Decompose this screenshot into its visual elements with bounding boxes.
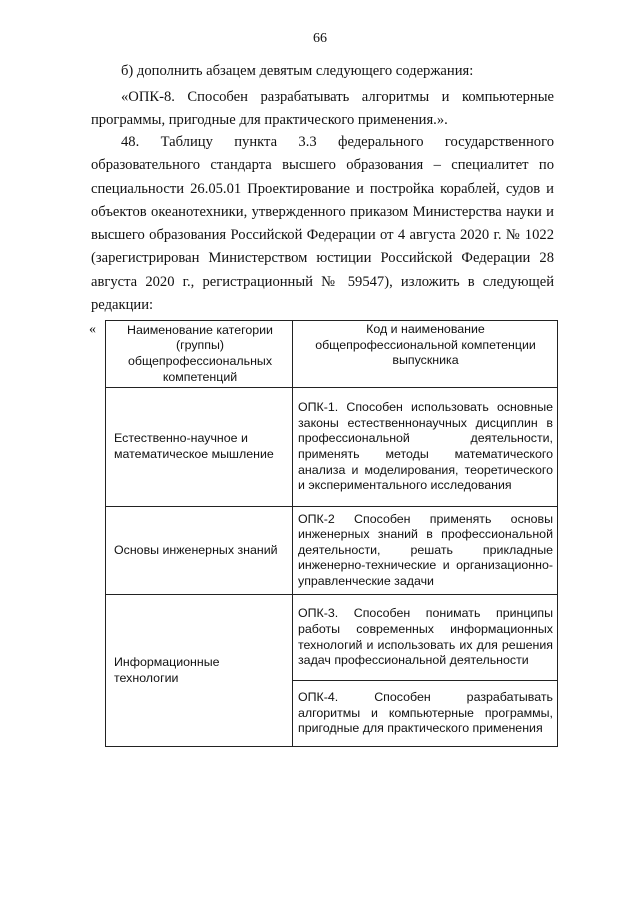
competence-table [105,320,558,747]
page-number: 66 [313,31,327,46]
paragraph-48: 48. Таблицу пункта 3.3 федерального государственного образовательного стандарта высшего образования – специалитет по специальности 26.05.01 Проектирование и постройка кораблей, судов и объектов океанотехники, утвержденного приказом Министерства науки и высшего образования Российской Федерации от 4 августа 2020 г. № 1022 (зарегистрирован Министерством юстиции Российской Федерации 28 августа 2020 г., регистрационный № 59547), изложить в следующей редакции: [91,134,554,314]
table-row [106,388,558,507]
competence-cell: ОПК-2 Способен применять основы инженерных знаний в профессиональной деятельности, решать прикладные инженерно-технические и организационно-управленческие задачи [293,507,558,595]
paragraph-amendment-b: б) дополнить абзацем девятым следующего содержания: [121,63,474,79]
category-cell: Информационные технологии [106,595,293,747]
paragraph-opk8: «ОПК-8. Способен разрабатывать алгоритмы и компьютерные программы, пригодные для практического применения.». [91,89,554,129]
opening-quote-mark: « [89,322,96,337]
competence-cell: ОПК-1. Способен использовать основные законы естественнонаучных дисциплин в профессиональной деятельности, применять методы математического анализа и моделирования, теоретического и экспериментального исследования [293,388,558,507]
table-row [106,595,558,681]
competence-cell: ОПК-3. Способен понимать принципы работы современных информационных технологий и использовать их для решения задач профессиональной деятельности [293,595,558,681]
header-competence-cell: Код и наименование общепрофессиональной компетенции выпускника [293,321,558,388]
category-cell: Естественно-научное и математическое мышление [106,388,293,507]
table-header-row [106,321,558,388]
header-category-cell: Наименование категории (группы) общепрофессиональных компетенций [106,321,293,388]
table-row [106,507,558,595]
category-cell: Основы инженерных знаний [106,507,293,595]
competence-cell: ОПК-4. Способен разрабатывать алгоритмы и компьютерные программы, пригодные для практического применения [293,681,558,747]
